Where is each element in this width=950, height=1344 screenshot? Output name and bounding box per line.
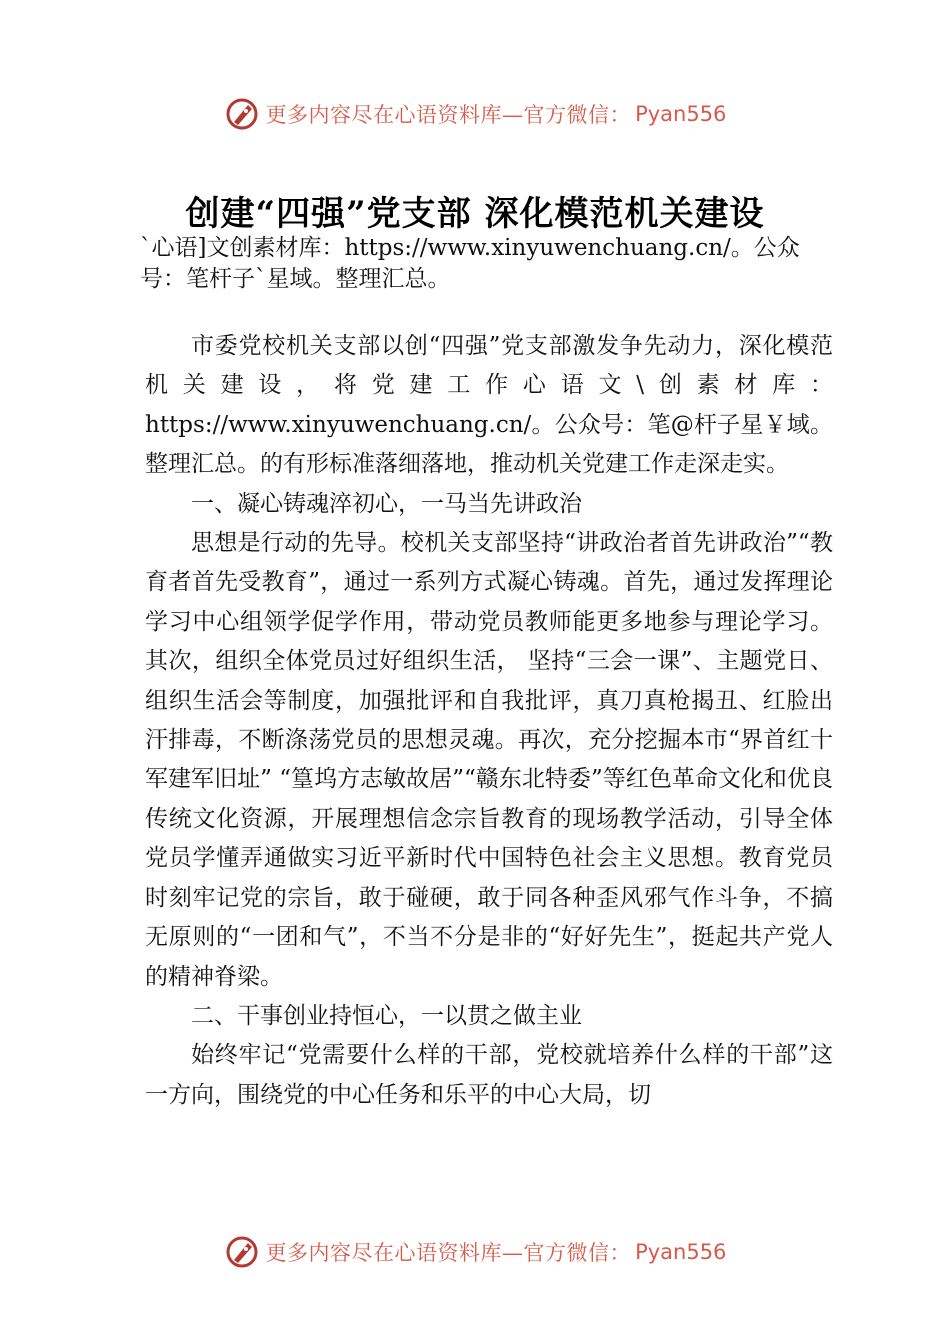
pen-nib-logo-icon: [224, 96, 260, 132]
intro-paragraph: 市委党校机关支部以创“四强”党支部激发争先动力，深化模范机关建设，将党建工作心语文\创素材库：https://www.xinyuwenchuang.cn/。公众号：笔@杆子星￥域。整理汇总。的有形标准落细落地，推动机关党建工作走深走实。: [145, 333, 833, 478]
header-banner: [0, 94, 950, 134]
banner-text: 更多内容尽在心语资料库—官方微信：: [265, 103, 632, 127]
source-note: `心语]文创素材库：https://www.xinyuwenchuang.cn/。公众号：笔杆子`星域。整理汇总。: [140, 235, 800, 292]
banner-text: 更多内容尽在心语资料库—官方微信：: [265, 1241, 632, 1265]
document-body: [145, 327, 833, 1115]
wechat-id: Pyan556: [635, 102, 727, 126]
footer-banner: [0, 1232, 950, 1272]
pen-nib-logo-icon: [224, 1234, 260, 1270]
wechat-id: Pyan556: [635, 1240, 727, 1264]
document-title: 创建“四强”党支部 深化模范机关建设: [185, 194, 765, 234]
section-heading-1: 一、凝心铸魂淬初心，一马当先讲政治: [191, 490, 582, 517]
section-heading-2: 二、干事创业持恒心，一以贯之做主业: [191, 1002, 582, 1029]
body-paragraph: 始终牢记“党需要什么样的干部，党校就培养什么样的干部”这一方向，围绕党的中心任务和乐平的中心大局，切: [145, 1042, 833, 1108]
body-paragraph: 思想是行动的先导。校机关支部坚持“讲政治者首先讲政治”“教育者首先受教育”，通过一系列方式凝心铸魂。首先，通过发挥理论学习中心组领学促学作用，带动党员教师能更多地参与理论学习。其次，组织全体党员过好组织生活， 坚持“三会一课”、主题党日、组织生活会等制度，加强批评和自我批评，真刀真枪揭丑、红脸出汗排毒，不断涤荡党员的思想灵魂。再次，充分挖掘本市“界首红十军建军旧址” “篁坞方志敏故居”“赣东北特委”等红色革命文化和优良传统文化资源，开展理想信念宗旨教育的现场教学活动，引导全体党员学懂弄通做实习近平新时代中国特色社会主义思想。教育党员时刻牢记党的宗旨，敢于碰硬，敢于同各种歪风邪气作斗争，不搞无原则的“一团和气”，不当不分是非的“好好先生”，挺起共产党人的精神脊梁。: [145, 530, 833, 990]
